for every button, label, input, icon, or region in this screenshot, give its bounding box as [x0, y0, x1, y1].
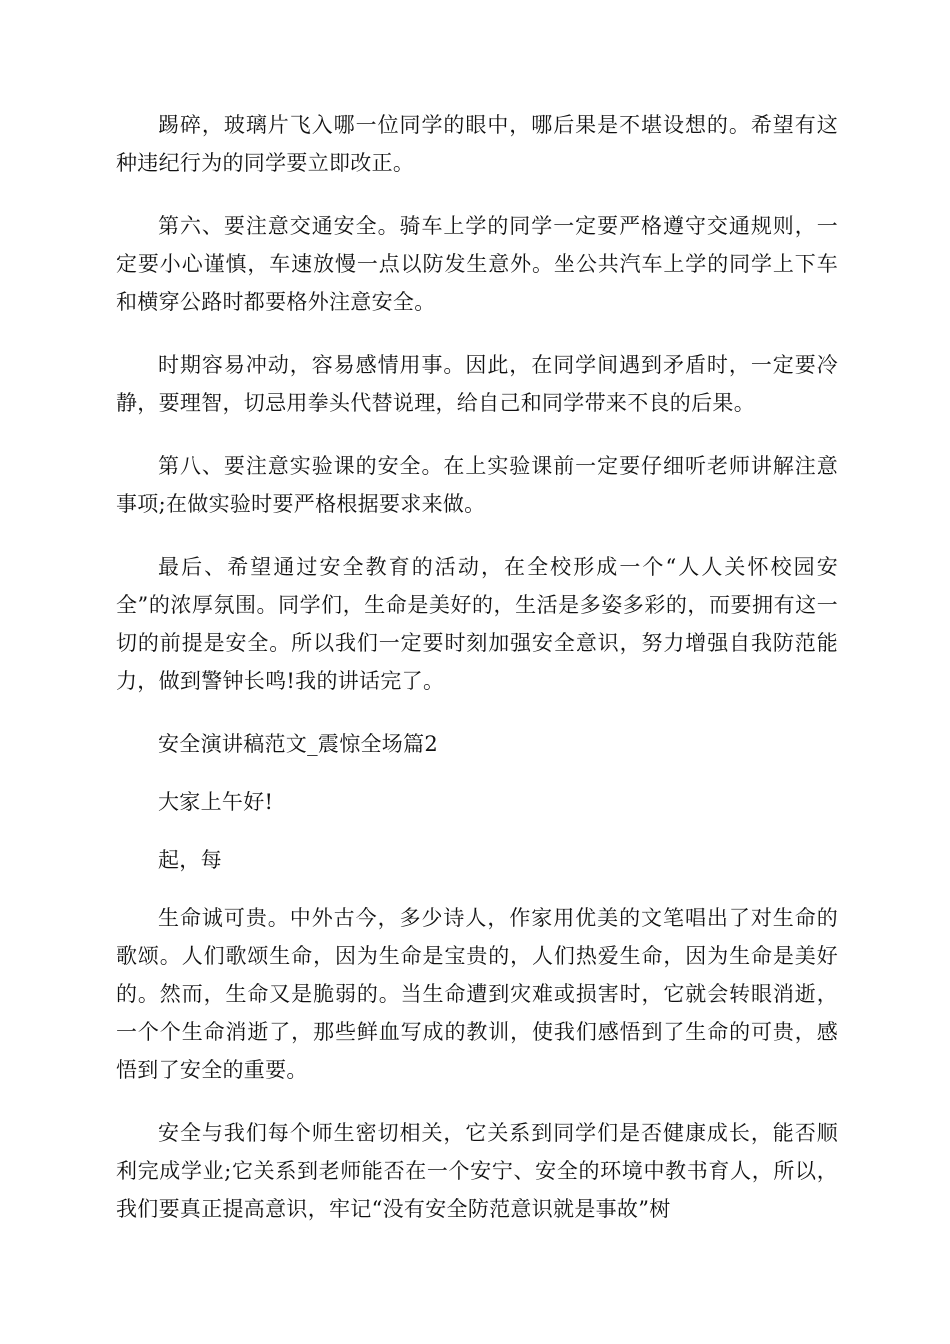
paragraph-4: 第八、要注意实验课的安全。在上实验课前一定要仔细听老师讲解注意事项;在做实验时要严格根据要求来做。: [116, 454, 838, 516]
paragraph-1: 踢碎，玻璃片飞入哪一位同学的眼中，哪后果是不堪设想的。希望有这种违纪行为的同学要立即改正。: [116, 113, 838, 175]
paragraph-3: 时期容易冲动，容易感情用事。因此，在同学间遇到矛盾时，一定要冷静，要理智，切忌用拳头代替说理，给自己和同学带来不良的后果。: [116, 353, 838, 415]
paragraph-2: 第六、要注意交通安全。骑车上学的同学一定要严格遵守交通规则，一定要小心谨慎，车速放慢一点以防发生意外。坐公共汽车上学的同学上下车和横穿公路时都要格外注意安全。: [116, 214, 838, 314]
paragraph-fragment: 起，每: [158, 848, 222, 872]
section-heading: 安全演讲稿范文_震惊全场篇2: [158, 732, 439, 756]
document-body: [116, 106, 838, 1253]
paragraph-5: 最后、希望通过安全教育的活动，在全校形成一个“人人关怀校园安全”的浓厚氛围。同学们，生命是美好的，生活是多姿多彩的，而要拥有这一切的前提是安全。所以我们一定要时刻加强安全意识，努力增强自我防范能力，做到警钟长鸣!我的讲话完了。: [116, 555, 838, 693]
paragraph-7: 安全与我们每个师生密切相关，它关系到同学们是否健康成长，能否顺利完成学业;它关系到老师能否在一个安宁、安全的环境中教书育人，所以，我们要真正提高意识，牢记“没有安全防范意识就是事故”树: [116, 1121, 838, 1221]
paragraph-6: 生命诚可贵。中外古今，多少诗人，作家用优美的文笔唱出了对生命的歌颂。人们歌颂生命，因为生命是宝贵的，人们热爱生命，因为生命是美好的。然而，生命又是脆弱的。当生命遭到灾难或损害时，它就会转眼消逝，一个个生命消逝了，那些鲜血写成的教训，使我们感悟到了生命的可贵，感悟到了安全的重要。: [116, 906, 838, 1082]
greeting: 大家上午好!: [158, 790, 274, 814]
